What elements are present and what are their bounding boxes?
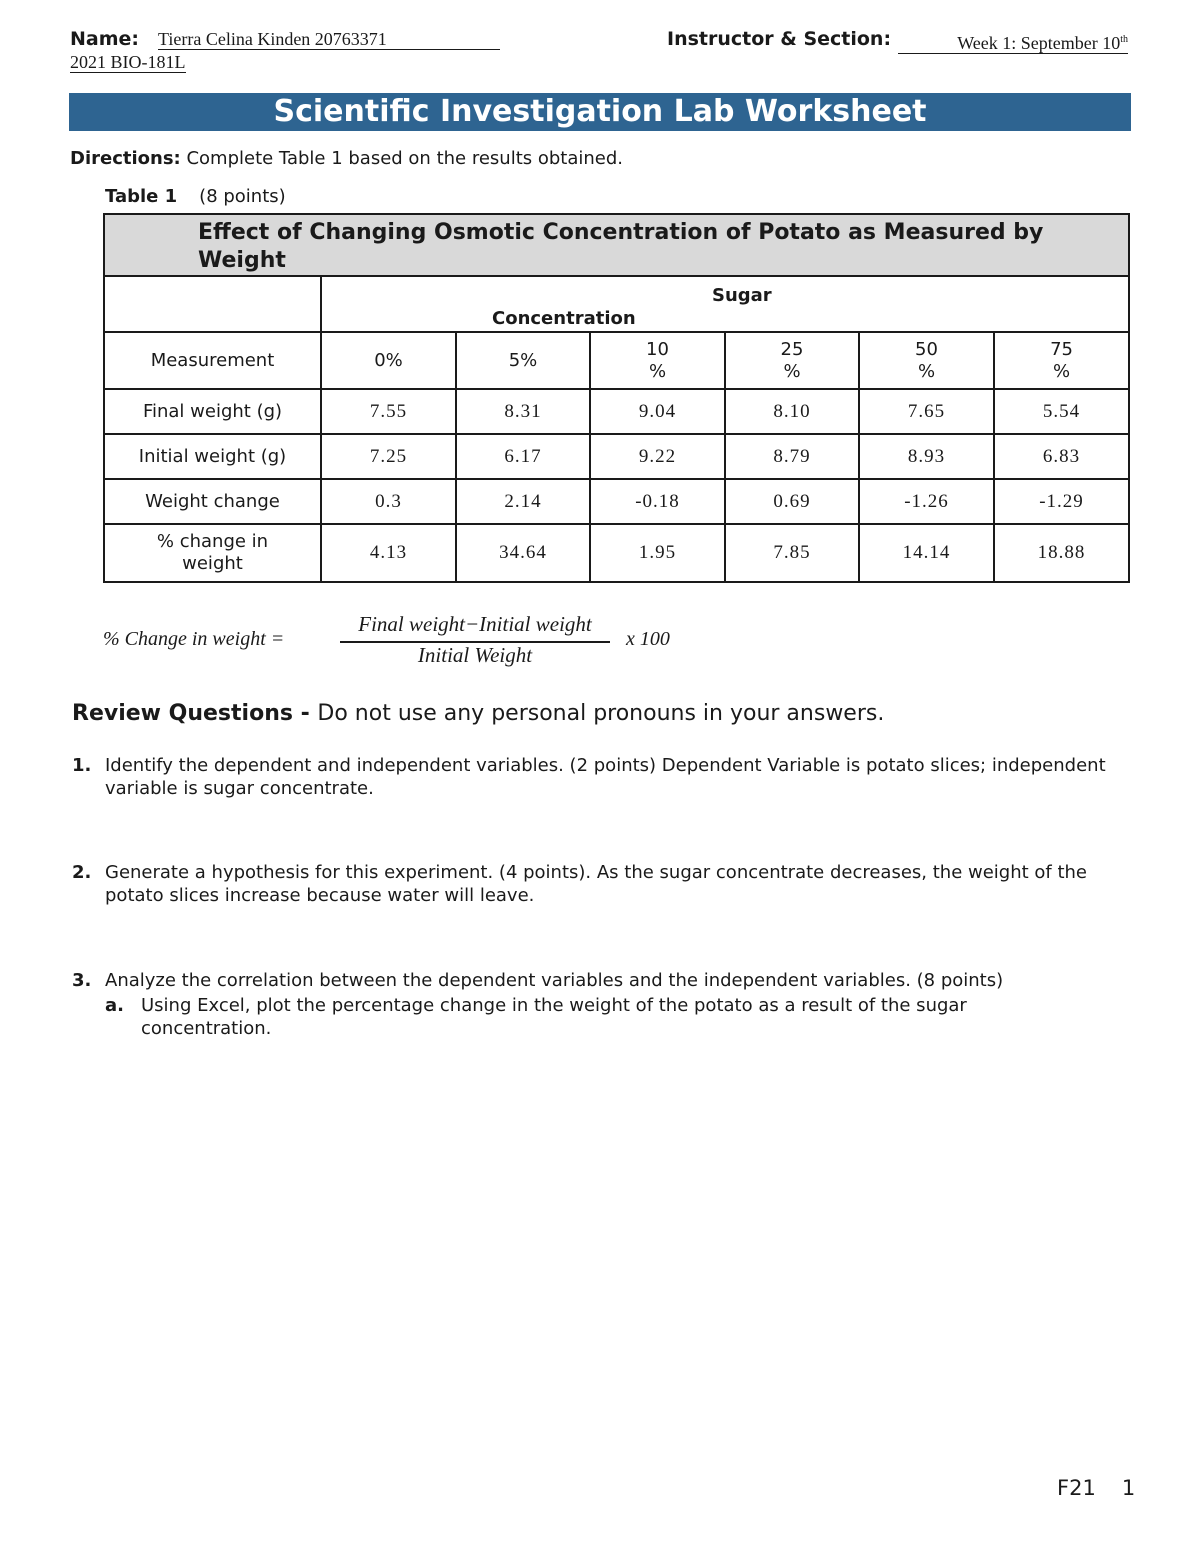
formula-numerator: Final weight−Initial weight [358,612,592,636]
col-header-top: 0% [374,349,403,371]
table-cell: 18.88 [994,524,1129,582]
table-row [104,389,1129,434]
table-row [104,479,1129,524]
col-header-bottom: % [917,360,936,382]
col-header-top: 25 [780,338,804,360]
row-label: Weight change [104,479,321,524]
question-number: 2. [72,862,92,883]
directions-label: Directions: [70,148,181,169]
review-heading [72,701,884,726]
table-cell: 2.14 [456,479,590,524]
table-cell: 4.13 [321,524,456,582]
table-title: Effect of Changing Osmotic Concentration of Potato as Measured by Weight [104,214,1129,276]
table-cell: 7.85 [725,524,859,582]
concentration-label: Concentration [492,308,636,329]
instructor-section-label: Instructor & Section: [667,28,892,50]
review-instruction: Do not use any personal pronouns in your answers. [317,701,885,726]
table-cell: 8.93 [859,434,994,479]
table-cell: 8.10 [725,389,859,434]
instructor-value-sup: th [1120,34,1128,45]
measurement-header: Measurement [104,332,321,389]
directions-text: Complete Table 1 based on the results obtained. [180,148,624,169]
table-cell: 9.22 [590,434,725,479]
row-label [104,524,321,582]
table-row [104,434,1129,479]
col-header-top: 10 [646,338,669,360]
question-text: Analyze the correlation between the dependent variables and the independent variables. (8 points) [105,970,1004,991]
question-item [72,754,1152,804]
col-header [725,332,859,389]
col-header-top: 75 [1050,338,1073,360]
table-cell: 0.3 [321,479,456,524]
footer-code: F21 [1057,1476,1096,1500]
table-caption [105,186,286,207]
table-row [104,524,1129,582]
page-title: Scientific Investigation Lab Worksheet [69,93,1131,131]
review-title: Review Questions - [72,701,318,726]
sub-question-letter: a. [105,995,124,1016]
table-cell: 8.31 [456,389,590,434]
col-header [321,332,456,389]
name-value: Tierra Celina Kinden 20763371 [158,30,500,50]
row-label-line2: weight [182,553,243,574]
col-header [456,332,590,389]
question-number: 1. [72,755,92,776]
col-header [859,332,994,389]
col-header-top: 50 [915,338,938,360]
col-header-bottom: % [783,360,801,382]
results-table [103,213,1130,583]
table-cell: -1.29 [994,479,1129,524]
directions [70,148,623,169]
row-label-line1: % change in [156,531,269,552]
table-cell: 7.55 [321,389,456,434]
formula-denominator: Initial Weight [417,643,533,667]
name-label: Name: [70,28,140,50]
instructor-value-text: Week 1: September 10 [957,33,1121,53]
question-item [72,969,1152,995]
table-cell: 5.54 [994,389,1129,434]
table-caption-label: Table 1 [105,186,178,207]
col-header [590,332,725,389]
table-cell: -0.18 [590,479,725,524]
sugar-concentration-header [321,276,1129,332]
sub-question-text: Using Excel, plot the percentage change in the weight of the potato as a result of the sugar concentration. [141,995,967,1039]
col-header-bottom: % [1052,360,1071,382]
sub-question-item [105,994,1105,1044]
table-cell: 7.25 [321,434,456,479]
col-header-top: 5% [508,349,538,371]
page-number: 1 [1121,1476,1136,1500]
formula-multiplier: x 100 [626,628,670,650]
table-cell: 0.69 [725,479,859,524]
instructor-section-value [898,30,1128,54]
col-header [994,332,1129,389]
course-line: 2021 BIO-181L [70,52,186,72]
table-cell: -1.26 [859,479,994,524]
question-number: 3. [72,970,92,991]
table-cell: 6.83 [994,434,1129,479]
row-label: Final weight (g) [104,389,321,434]
table-cell: 14.14 [859,524,994,582]
table-cell: 9.04 [590,389,725,434]
table-cell: 7.65 [859,389,994,434]
question-item [72,861,1152,911]
question-text: Identify the dependent and independent variables. (2 points) Dependent Variable is potato slices; independent variable is sugar concentrate. [105,755,1106,799]
table-cell: 34.64 [456,524,590,582]
table-points: (8 points) [199,186,286,207]
formula-lhs: % Change in weight = [103,628,285,650]
table-cell: 1.95 [590,524,725,582]
col-header-bottom: % [648,360,667,382]
page-footer [1057,1476,1135,1500]
table-cell: 8.79 [725,434,859,479]
empty-header-cell [104,276,321,332]
row-label: Initial weight (g) [104,434,321,479]
table-cell: 6.17 [456,434,590,479]
question-text: Generate a hypothesis for this experiment. (4 points). As the sugar concentrate decreases, the weight of the potato slices increase because water will leave. [105,862,1088,906]
sugar-label: Sugar [712,285,772,306]
